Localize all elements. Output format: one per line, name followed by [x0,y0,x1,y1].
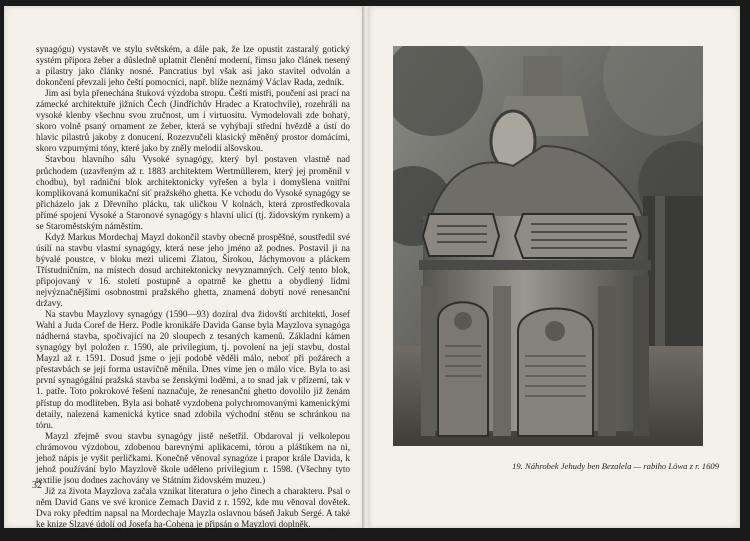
paragraph: Stavbou hlavního sálu Vysoké synagógy, který byl postaven vlastně nad průchodem (uzavřeným až r. 1883 architektem Wertmüllerem, který jej proměnil v chodbu), byl radniční blok architektonicky vyřešen a byla i domyšlena vnitřní komplikovaná komunikační síť pražského ghetta. Ke vchodu do Vysoké synagógy se přicházelo jak z Dřevního plácku, tak uličkou V kolnách, která zprostředkovala přímé spojení Vysoké a Staronové synagógy s hlavní ulicí (tj. židovským rynkem) a se Staroměstským náměstím. [36,154,350,231]
paragraph: Když Markus Mordechaj Mayzl dokončil stavby obecně prospěšné, soustředil své úsilí na stavbu vlastní synagógy, která nese jeho jméno až podnes. Postavil ji na bývalé poustce, v bloku mezi ulicemi Zlatou, Širokou, Jáchymovou a pláckem Třístudničním, na místech dosud architektonicky nevyznamných. Celý tento blok, připojovaný v 16. století postupně a opatrně ke ghettu a obydlený lidmi nejvýznačnějšími osobnostmi pražského ghetta, znamená dobytí nové renesanční državy. [36,231,350,309]
tombstone-illustration [393,46,703,446]
paragraph: synagógu) vystavět ve stylu světském, a dále pak, že lze opustit zastaralý gotický systém příporа žeber a důsledně uplatnit členění moderní, římsu jako článek nesený a pilastry jako články nosné. Pancratius byl však asi jako stavitel odvolán a dokončení převzali jeho čeští pomocníci, např. blíže neznámý Václav Rada, zedník. [36,44,350,88]
paragraph: Postava Mordechaje Mayzla se vřadila do věnce starých pověstí pražských, neboť [45,530,347,541]
paragraph: Na stavbu Mayzlovy synagógy (1590—93) dozíral dva židovští architekti, Josef Wahl a Juda Coref de Herz. Podle kronikáře Davida Ganse byla Mayzlova synagóga nádherná stavba, spočívající na 20 sloupech z tesaných kamenů. Základní kámen synagógy byl položen r. 1590, ale privilegium, tj. povolení na její stavbu, dostal Mayzl až r. 1591. Dosud jsme o její podobě věděli málo, neboť při požárech a přestavbách se její forma ustavičně měnila. Dnes víme jen o málo více. Byla to asi první synagógální pražská stavba se ženskými loděmi, a to snad jak v přízemí, tak v 1. patře. Toto pokrokové řešení naznačuje, že renesanční ghetto dovolilo již ženám přístup do modliteben. Byla asi bohatě vyzdobena polychromovanými kamenickými detaily, nalezená kamenická kytice snad zdobila východní stěnu se schránkou na tóru. [36,309,350,430]
photo-caption: 19. Náhrobek Jehudy ben Bezalela — rabiho Löwa z r. 1609 [512,461,719,471]
right-page [369,6,740,528]
paragraph: Mayzl zřejmě svou stavbu synagógy jistě nešetřil. Obdaroval ji velkolepou chrámovou výzdobou, zdobenou barevnými aplikacemi, tórou a pláštíkem na ni, jehož nápis je vyšit perličkami. Konečně věnoval synagóze i prapor krále Davida, k jehož používání bylo Mayzlově škole uděleno privilegium r. 1598. (Všechny tyto textilie jsou dodnes zachovány ve Státním židovském muzeu.) [36,430,350,485]
paragraph: Jim asi byla přenechána štuková výzdoba stropu. Čeští mistři, poučení asi prací na zámecké architektuře jižních Čech (Jindřichův Hradec a Kratochvíle), rozehráli na vysoké klenby všechnu svou zručnost, um i virtuositu. Vymodelovali zde bohatý, skoro volně psaný ornament ze žeber, která se vyhýbají střední hvězdě a ústí do hlavic pilastrů jakoby z donucení. Rozezvučeli klasický měněný prostor domácími, skoro vzpurnými tóny, které jako by zněly melodií alšovskou. [36,88,350,154]
paragraph: Již za života Mayzlova začala vznikat literatura o jeho činech a charakteru. Psal o něm David Gans ve své kronice Zemach David z r. 1592, kde mu věnoval dovětek. Dva roky předtím napsal na Mordechaje Mayzla oslavnou báseň Jakub Sergé. A také ke knize Slzavé údolí od Josefa ha-Cohena je připsán o Mayzlovi doplněk. [36,485,350,530]
left-page [4,6,364,541]
body-text [36,44,350,541]
tombstone-photo [393,46,703,446]
page-number: 32 [32,480,42,491]
